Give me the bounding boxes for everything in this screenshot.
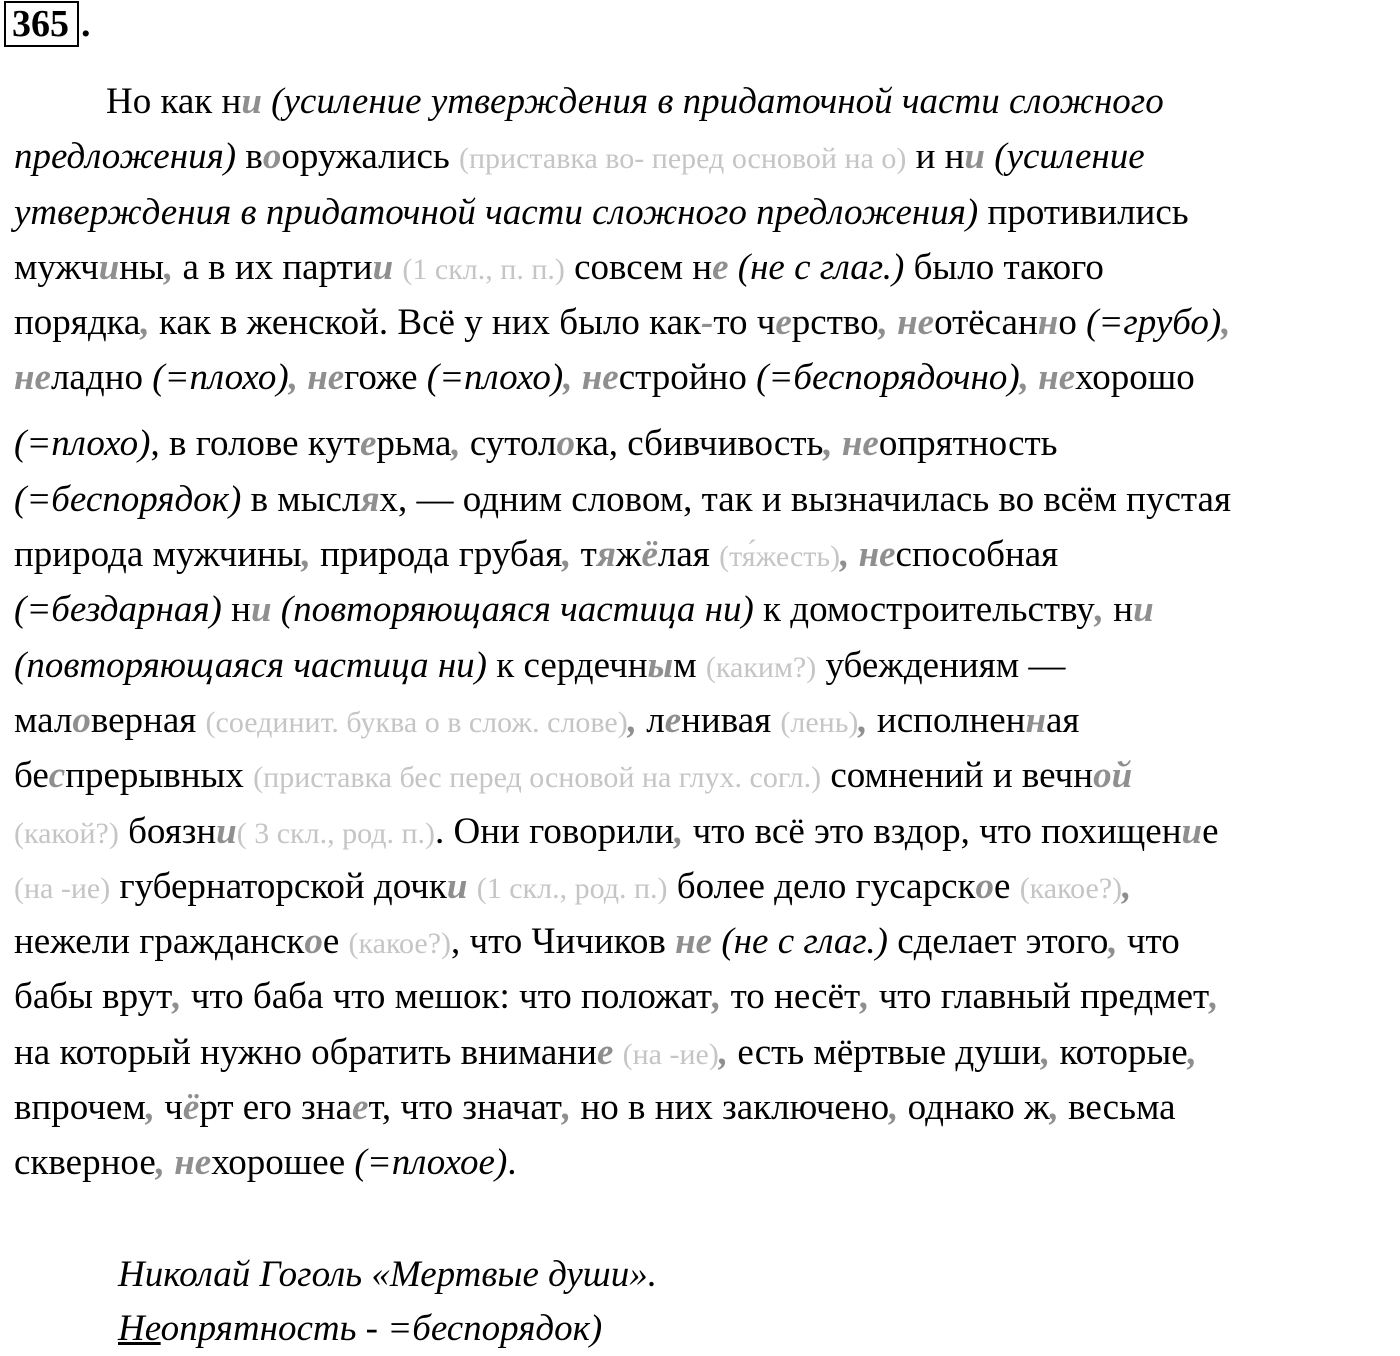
exercise-number: 365 . bbox=[4, 4, 91, 44]
grammar-note: (1 скл., род. п.) bbox=[476, 871, 668, 905]
text-segment: было такого bbox=[904, 246, 1104, 288]
text-segment: бе bbox=[14, 755, 49, 797]
grammar-note: (какой?) bbox=[14, 816, 119, 850]
highlighted-letter: о bbox=[304, 921, 323, 963]
text-segment: что главный предмет bbox=[869, 976, 1210, 1018]
text-segment: и bbox=[577, 1031, 597, 1073]
text-line bbox=[14, 804, 1398, 859]
text-segment: совсем н bbox=[564, 246, 713, 288]
attribution bbox=[118, 1248, 657, 1356]
grammar-note: (на -ие) bbox=[14, 871, 111, 905]
italic-comment: (усиление утверждения в придаточной части сложного bbox=[261, 81, 1164, 122]
highlighted-letter: не bbox=[832, 423, 879, 465]
text-segment: ны bbox=[119, 246, 164, 288]
highlighted-letter: е bbox=[352, 1087, 369, 1129]
highlighted-letter: е bbox=[775, 302, 792, 344]
italic-comment: (=беспорядочно) bbox=[756, 357, 1020, 399]
underlined-prefix: Не bbox=[118, 1308, 161, 1349]
grammar-note: (лень) bbox=[780, 705, 859, 739]
text-segment: оружались bbox=[281, 136, 459, 178]
text-segment: ч bbox=[155, 1087, 183, 1129]
grammar-note: (какое?) bbox=[1019, 871, 1123, 905]
text-segment: которые bbox=[1050, 1031, 1188, 1073]
text-line bbox=[14, 859, 1398, 914]
highlighted-letter: и bbox=[98, 246, 120, 288]
text-segment: и н bbox=[906, 136, 965, 178]
text-segment: убеждениям — bbox=[816, 644, 1066, 686]
text-segment: н bbox=[221, 589, 251, 631]
text-segment: в мысл bbox=[241, 478, 361, 520]
text-segment: то ч bbox=[713, 302, 776, 344]
text-segment: рт его зна bbox=[199, 1087, 353, 1129]
italic-comment: (=плохо) bbox=[426, 357, 564, 399]
text-segment: рьма bbox=[376, 423, 452, 465]
text-segment: нежели гражданск bbox=[14, 921, 305, 963]
text-segment: рство bbox=[791, 302, 879, 344]
text-segment: лая bbox=[657, 534, 720, 576]
text-line bbox=[14, 350, 1398, 416]
highlighted-letter: и bbox=[216, 810, 237, 852]
grammar-note: (соединит. буква о в слож. слове) bbox=[205, 705, 628, 739]
text-segment: верная bbox=[90, 699, 206, 741]
text-line bbox=[14, 1135, 1398, 1190]
text-segment: мужч bbox=[14, 246, 99, 288]
highlighted-letter: , bbox=[163, 246, 174, 288]
highlighted-letter: н bbox=[1037, 302, 1059, 344]
text-segment: гоже bbox=[344, 357, 427, 399]
highlighted-letter: , bbox=[288, 357, 298, 399]
highlighted-letter: , bbox=[1094, 589, 1105, 631]
highlighted-letter: , bbox=[172, 976, 182, 1018]
text-segment: к сердечн bbox=[487, 644, 648, 686]
text-segment: на который нужно обратить вниман bbox=[14, 1031, 578, 1073]
highlighted-letter: о bbox=[975, 865, 994, 907]
text-segment: сомнений и вечн bbox=[821, 755, 1094, 797]
text-segment: е bbox=[322, 921, 349, 963]
highlighted-letter: , bbox=[889, 1087, 899, 1129]
text-segment: сделает этого bbox=[887, 921, 1109, 963]
grammar-note: (1 скл., п. п.) bbox=[402, 252, 565, 286]
text-segment: е bbox=[994, 865, 1020, 907]
text-segment: е bbox=[1202, 810, 1219, 852]
text-line bbox=[14, 693, 1398, 748]
highlighted-letter: ой bbox=[1093, 755, 1133, 797]
text-segment: что всё это вздор, что похищен bbox=[683, 810, 1182, 852]
text-segment: прерывных bbox=[65, 755, 254, 797]
italic-comment: утверждения в придаточной части сложного предложения) bbox=[14, 191, 979, 233]
exercise-text bbox=[14, 74, 1398, 1191]
text-segment: противились bbox=[978, 191, 1189, 233]
text-segment: н bbox=[1104, 589, 1134, 631]
text-line bbox=[14, 129, 1398, 184]
highlighted-letter: не bbox=[297, 357, 345, 399]
text-line bbox=[14, 1025, 1398, 1080]
highlighted-letter: е bbox=[664, 699, 682, 741]
highlighted-letter: о bbox=[262, 136, 282, 178]
text-line bbox=[14, 969, 1398, 1024]
highlighted-letter: , bbox=[627, 699, 637, 741]
grammar-note: (приставка бес перед основой на глух. согл.) bbox=[253, 761, 822, 795]
highlighted-letter: , bbox=[840, 534, 850, 576]
text-segment: что bbox=[1117, 921, 1180, 963]
highlighted-letter: , bbox=[1187, 1031, 1197, 1073]
text-segment: , в голове кут bbox=[150, 423, 360, 465]
exercise-number-box: 365 bbox=[4, 1, 79, 47]
text-segment: Но как н bbox=[106, 81, 242, 122]
text-segment: скверное bbox=[14, 1142, 156, 1184]
text-segment: боязн bbox=[118, 810, 217, 852]
text-segment: т bbox=[571, 534, 597, 576]
highlighted-letter: я bbox=[596, 534, 616, 576]
italic-comment: (усиление bbox=[985, 136, 1145, 178]
highlighted-letter: и bbox=[372, 246, 394, 288]
italic-comment: предложения) bbox=[14, 136, 237, 178]
text-line bbox=[14, 74, 1398, 129]
highlighted-letter: я bbox=[360, 478, 380, 520]
text-segment: исполнен bbox=[867, 699, 1026, 741]
text-segment: ж bbox=[615, 534, 642, 576]
text-segment: весьма bbox=[1058, 1087, 1176, 1129]
text-line bbox=[14, 185, 1398, 240]
highlighted-letter: е bbox=[596, 1031, 614, 1073]
highlighted-letter: н bbox=[1025, 699, 1046, 741]
highlighted-letter: , bbox=[1221, 302, 1231, 344]
highlighted-letter: , bbox=[145, 1087, 156, 1129]
text-segment: ка, сбивчивость bbox=[574, 423, 824, 465]
text-line bbox=[14, 527, 1398, 582]
highlighted-letter: и bbox=[250, 589, 272, 631]
highlighted-letter: о bbox=[556, 423, 575, 465]
text-segment: бабы врут bbox=[14, 976, 173, 1018]
text-segment: как в женской. Всё у них было как bbox=[149, 302, 701, 344]
text-line bbox=[14, 748, 1398, 803]
highlighted-letter: ё bbox=[641, 534, 658, 576]
highlighted-letter: , bbox=[1019, 357, 1029, 399]
text-segment: природа грубая bbox=[310, 534, 563, 576]
text-segment: опрятность bbox=[878, 423, 1058, 465]
text-segment: хорошее bbox=[211, 1142, 355, 1184]
text-line bbox=[14, 240, 1398, 295]
text-segment: ая bbox=[1046, 699, 1080, 741]
highlighted-letter: и bbox=[1133, 589, 1154, 631]
text-segment: способная bbox=[895, 534, 1059, 576]
highlighted-letter: не bbox=[675, 921, 713, 963]
italic-comment: (=плохо) bbox=[14, 423, 151, 465]
text-segment: что баба что мешок: что положат bbox=[181, 976, 713, 1018]
highlighted-letter: , bbox=[563, 357, 573, 399]
highlighted-letter: , bbox=[561, 1087, 572, 1129]
highlighted-letter: и bbox=[1181, 810, 1203, 852]
highlighted-letter: , bbox=[858, 699, 868, 741]
note-line bbox=[118, 1302, 657, 1356]
grammar-note: (каким?) bbox=[705, 650, 817, 684]
text-segment: хорошо bbox=[1075, 357, 1195, 399]
text-line bbox=[14, 472, 1398, 527]
text-segment: губернаторской дочк bbox=[110, 865, 447, 907]
text-segment: сутол bbox=[460, 423, 557, 465]
text-segment: м bbox=[673, 644, 706, 686]
highlighted-letter: , bbox=[674, 810, 684, 852]
italic-comment: (=беспорядок) bbox=[14, 478, 242, 520]
text-segment: , что Чичиков bbox=[451, 921, 676, 963]
text-segment: то несёт bbox=[721, 976, 861, 1018]
highlighted-letter: ы bbox=[647, 644, 674, 686]
text-segment: а в их парти bbox=[173, 246, 373, 288]
highlighted-letter: и bbox=[446, 865, 468, 907]
text-segment: есть мёртвые души bbox=[728, 1031, 1042, 1073]
text-segment: . Они говорили bbox=[435, 810, 675, 852]
text-segment: стройно bbox=[618, 357, 757, 399]
highlighted-letter: , bbox=[1041, 1031, 1051, 1073]
highlighted-letter: , bbox=[823, 423, 833, 465]
text-line bbox=[14, 638, 1398, 693]
note-rest: опрятность - =беспорядок) bbox=[160, 1308, 603, 1349]
text-segment: порядка bbox=[14, 302, 141, 344]
highlighted-letter: не bbox=[165, 1142, 212, 1184]
text-line bbox=[14, 1080, 1398, 1135]
text-line bbox=[14, 416, 1398, 471]
text-segment bbox=[467, 866, 476, 907]
text-segment: в bbox=[236, 136, 263, 178]
italic-comment: (=грубо) bbox=[1086, 302, 1222, 344]
highlighted-letter: , bbox=[1049, 1087, 1059, 1129]
highlighted-letter: , bbox=[860, 976, 870, 1018]
text-segment: отёсан bbox=[934, 302, 1038, 344]
highlighted-letter: не bbox=[14, 357, 51, 399]
highlighted-letter: и bbox=[964, 136, 985, 178]
grammar-note: (приставка во- перед основой на о) bbox=[459, 142, 907, 176]
grammar-note: (какое?) bbox=[348, 927, 452, 961]
text-segment: к домостроительству bbox=[753, 589, 1095, 631]
text-line bbox=[14, 914, 1398, 969]
text-segment: о bbox=[1058, 302, 1087, 344]
highlighted-letter: не bbox=[1028, 357, 1076, 399]
highlighted-letter: , bbox=[301, 534, 311, 576]
italic-comment: (=плохо) bbox=[152, 357, 289, 399]
italic-comment: (=плохое) bbox=[354, 1142, 508, 1184]
grammar-note: ( 3 скл., род. п.) bbox=[236, 816, 436, 850]
highlighted-letter: , bbox=[140, 302, 150, 344]
italic-comment: (не с глаг.) bbox=[728, 246, 905, 288]
italic-comment: (=бездарная) bbox=[14, 589, 222, 631]
grammar-note: (на -ие) bbox=[622, 1037, 719, 1071]
text-segment: природа мужчины bbox=[14, 534, 302, 576]
highlighted-letter: , bbox=[1209, 976, 1219, 1018]
text-segment: т, что значат bbox=[368, 1087, 562, 1129]
italic-comment: (повторяющаяся частица ни) bbox=[271, 589, 754, 631]
text-segment: однако ж bbox=[898, 1087, 1050, 1129]
highlighted-letter: , bbox=[1108, 921, 1118, 963]
text-segment: л bbox=[636, 699, 665, 741]
italic-comment: (повторяющаяся частица ни) bbox=[14, 644, 487, 686]
highlighted-letter: о bbox=[72, 699, 91, 741]
highlighted-letter: , bbox=[155, 1142, 165, 1184]
text-segment: мал bbox=[14, 699, 73, 741]
text-segment: но в них заключено bbox=[571, 1087, 890, 1129]
highlighted-letter: не bbox=[849, 534, 896, 576]
highlighted-letter: , bbox=[562, 534, 572, 576]
highlighted-letter: , bbox=[878, 302, 888, 344]
highlighted-letter: с bbox=[48, 755, 66, 797]
highlighted-letter: е bbox=[712, 246, 729, 288]
highlighted-letter: , bbox=[1122, 865, 1132, 907]
highlighted-letter: ё bbox=[182, 1087, 200, 1129]
highlighted-letter: , bbox=[712, 976, 722, 1018]
highlighted-letter: - bbox=[700, 302, 714, 344]
text-segment: х, — одним словом, так и вызначилась во всём пустая bbox=[379, 478, 1231, 520]
text-segment: нивая bbox=[681, 699, 781, 741]
text-segment: . bbox=[507, 1142, 517, 1184]
text-segment bbox=[613, 1032, 622, 1073]
text-line bbox=[14, 295, 1398, 350]
italic-comment: (не с глаг.) bbox=[712, 921, 888, 963]
highlighted-letter: , bbox=[718, 1031, 729, 1073]
highlighted-letter: , bbox=[451, 423, 461, 465]
highlighted-letter: не bbox=[887, 302, 935, 344]
text-line bbox=[14, 582, 1398, 637]
text-segment: впрочем bbox=[14, 1087, 146, 1129]
grammar-note: (тя́жесть) bbox=[719, 540, 841, 574]
text-segment: ладно bbox=[50, 357, 153, 399]
highlighted-letter: е bbox=[359, 423, 377, 465]
highlighted-letter: не bbox=[572, 357, 619, 399]
source-line: Николай Гоголь «Мертвые души». bbox=[118, 1254, 657, 1295]
highlighted-letter: и bbox=[241, 81, 262, 122]
text-segment: более дело гусарск bbox=[667, 865, 976, 907]
